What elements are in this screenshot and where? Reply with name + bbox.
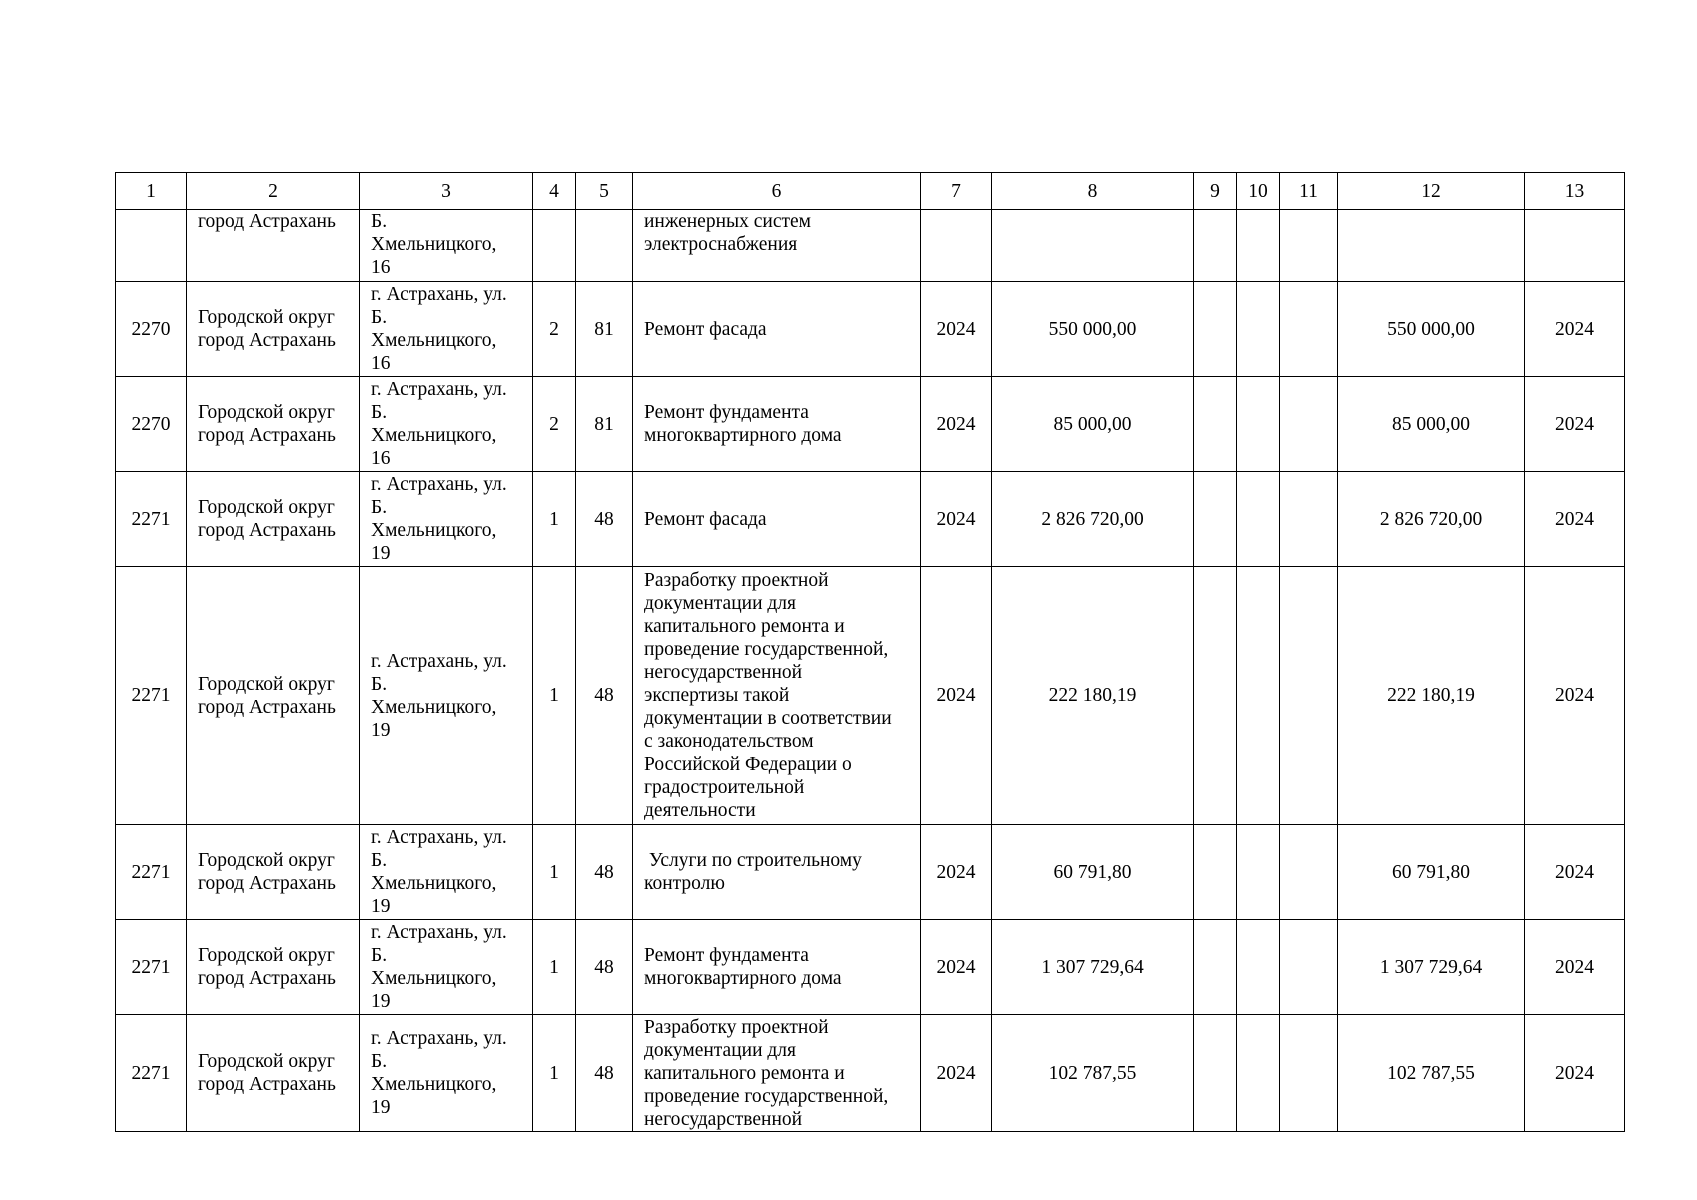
- work-type-line: с законодательством: [644, 731, 814, 752]
- row-number-cell: 2270: [116, 377, 187, 472]
- work-type-cell: [633, 920, 921, 1015]
- address-line: Б.: [371, 1051, 388, 1072]
- col11-cell: [1280, 472, 1338, 567]
- year-cell: 2024: [921, 282, 992, 377]
- year-cell: [921, 210, 992, 282]
- col10-cell: [1237, 1015, 1280, 1132]
- column-header: 1: [116, 173, 187, 210]
- address-cell: [360, 377, 533, 472]
- year-cell: 2024: [921, 567, 992, 825]
- col5-cell: 48: [576, 825, 633, 920]
- address-line: 16: [371, 257, 391, 278]
- col4-cell: 1: [533, 825, 576, 920]
- municipality-line: город Астрахань: [198, 968, 336, 989]
- row-number-cell: 2271: [116, 567, 187, 825]
- municipality-line: Городской округ: [198, 850, 335, 871]
- header-row: [116, 173, 1625, 210]
- col5-cell: 48: [576, 1015, 633, 1132]
- municipality-cell: [187, 377, 360, 472]
- col5-cell: 48: [576, 472, 633, 567]
- year-end-cell: 2024: [1525, 472, 1625, 567]
- col10-cell: [1237, 567, 1280, 825]
- work-type-line: градостроительной: [644, 777, 805, 798]
- row-number-cell: 2271: [116, 1015, 187, 1132]
- address-cell: [360, 282, 533, 377]
- address-cell: [360, 825, 533, 920]
- row-number-cell: 2271: [116, 825, 187, 920]
- table-row: [116, 377, 1625, 472]
- col5-cell: 81: [576, 282, 633, 377]
- col4-cell: 1: [533, 1015, 576, 1132]
- work-type-line: многоквартирного дома: [644, 968, 842, 989]
- table-row: [116, 825, 1625, 920]
- col5-cell: 48: [576, 920, 633, 1015]
- row-number-cell: [116, 210, 187, 282]
- municipality-cell: город Астрахань: [187, 210, 360, 282]
- cost-cell: 2 826 720,00: [992, 472, 1194, 567]
- amount-cell: [1338, 210, 1525, 282]
- cost-cell: 1 307 729,64: [992, 920, 1194, 1015]
- work-type-line: документации для: [644, 593, 797, 614]
- address-line: Хмельницкого,: [371, 1074, 497, 1095]
- year-end-cell: 2024: [1525, 377, 1625, 472]
- address-line: Б.: [371, 673, 388, 695]
- address-line: г. Астрахань, ул.: [371, 284, 507, 305]
- column-header: 10: [1237, 173, 1280, 210]
- work-type-line: деятельности: [644, 800, 756, 821]
- col11-cell: [1280, 210, 1338, 282]
- work-type-line: негосударственной: [644, 1108, 803, 1130]
- address-line: Хмельницкого,: [371, 873, 497, 894]
- address-line: Хмельницкого,: [371, 968, 497, 989]
- table-row: [116, 282, 1625, 377]
- address-cell: [360, 567, 533, 825]
- year-cell: 2024: [921, 472, 992, 567]
- work-type-line: Разработку проектной: [644, 570, 829, 591]
- work-type-cell: [633, 825, 921, 920]
- work-type-line: электроснабжения: [644, 234, 798, 255]
- column-header: 3: [360, 173, 533, 210]
- work-type-line: инженерных систем: [644, 211, 812, 232]
- col4-cell: [533, 210, 576, 282]
- column-header: 12: [1338, 173, 1525, 210]
- column-header: 4: [533, 173, 576, 210]
- address-line: Б.: [371, 307, 388, 328]
- data-table: [115, 172, 1625, 1132]
- municipality-line: Городской округ: [198, 673, 335, 695]
- cost-cell: [992, 210, 1194, 282]
- work-type-cell: [633, 210, 921, 282]
- address-cell: [360, 920, 533, 1015]
- work-type-line: Ремонт фасада: [644, 508, 767, 530]
- column-header: 13: [1525, 173, 1625, 210]
- year-cell: 2024: [921, 825, 992, 920]
- work-type-line: экспертизы такой: [644, 685, 790, 706]
- municipality-line: город Астрахань: [198, 1074, 336, 1095]
- col11-cell: [1280, 1015, 1338, 1132]
- table-row: [116, 472, 1625, 567]
- row-number-cell: 2271: [116, 472, 187, 567]
- work-type-line: контролю: [644, 873, 725, 894]
- col10-cell: [1237, 377, 1280, 472]
- address-line: 16: [371, 353, 391, 374]
- work-type-line: Российской Федерации о: [644, 754, 852, 775]
- col9-cell: [1194, 282, 1237, 377]
- municipality-line: Городской округ: [198, 1051, 335, 1072]
- address-cell: [360, 210, 533, 282]
- col10-cell: [1237, 825, 1280, 920]
- municipality-cell: [187, 282, 360, 377]
- municipality-line: город Астрахань: [198, 520, 336, 541]
- year-cell: 2024: [921, 377, 992, 472]
- col9-cell: [1194, 825, 1237, 920]
- work-type-cell: [633, 282, 921, 377]
- amount-cell: 85 000,00: [1338, 377, 1525, 472]
- municipality-line: Городской округ: [198, 945, 335, 966]
- address-line: 19: [371, 991, 391, 1012]
- municipality-cell: [187, 472, 360, 567]
- municipality-line: Городской округ: [198, 402, 335, 423]
- cost-cell: 102 787,55: [992, 1015, 1194, 1132]
- year-end-cell: 2024: [1525, 920, 1625, 1015]
- address-line: г. Астрахань, ул.: [371, 922, 507, 943]
- municipality-cell: [187, 825, 360, 920]
- year-end-cell: 2024: [1525, 282, 1625, 377]
- col9-cell: [1194, 1015, 1237, 1132]
- table-row: [116, 567, 1625, 825]
- address-line: г. Астрахань, ул.: [371, 379, 507, 400]
- column-header: 2: [187, 173, 360, 210]
- address-line: 16: [371, 448, 391, 469]
- address-line: Б.: [371, 497, 388, 518]
- row-number-cell: 2271: [116, 920, 187, 1015]
- col9-cell: [1194, 377, 1237, 472]
- work-type-cell: [633, 567, 921, 825]
- address-line: 19: [371, 543, 391, 564]
- work-type-line: проведение государственной,: [644, 639, 889, 660]
- col10-cell: [1237, 210, 1280, 282]
- address-line: 19: [371, 896, 391, 917]
- col11-cell: [1280, 377, 1338, 472]
- col4-cell: 1: [533, 472, 576, 567]
- work-type-line: Ремонт фундамента: [644, 402, 809, 423]
- address-line: г. Астрахань, ул.: [371, 650, 507, 672]
- year-end-cell: 2024: [1525, 825, 1625, 920]
- municipality-cell: [187, 567, 360, 825]
- address-line: Б.: [371, 850, 388, 871]
- address-line: Хмельницкого,: [371, 520, 497, 541]
- address-cell: [360, 1015, 533, 1132]
- col11-cell: [1280, 825, 1338, 920]
- municipality-line: Городской округ: [198, 307, 335, 328]
- address-line: г. Астрахань, ул.: [371, 827, 507, 848]
- col10-cell: [1237, 282, 1280, 377]
- column-header: 6: [633, 173, 921, 210]
- column-header: 11: [1280, 173, 1338, 210]
- year-end-cell: 2024: [1525, 1015, 1625, 1132]
- col4-cell: 1: [533, 920, 576, 1015]
- work-type-line: капитального ремонта и: [644, 616, 845, 637]
- year-cell: 2024: [921, 920, 992, 1015]
- address-line: Б.: [371, 211, 388, 232]
- work-type-cell: [633, 1015, 921, 1132]
- address-line: Хмельницкого,: [371, 330, 497, 351]
- work-type-line: Разработку проектной: [644, 1016, 829, 1038]
- cost-cell: 550 000,00: [992, 282, 1194, 377]
- amount-cell: 550 000,00: [1338, 282, 1525, 377]
- address-line: Хмельницкого,: [371, 234, 497, 255]
- col9-cell: [1194, 472, 1237, 567]
- amount-cell: 222 180,19: [1338, 567, 1525, 825]
- work-type-line: проведение государственной,: [644, 1085, 889, 1107]
- address-line: Хмельницкого,: [371, 696, 497, 718]
- municipality-line: Городской округ: [198, 497, 335, 518]
- work-type-line: Ремонт фундамента: [644, 945, 809, 966]
- col11-cell: [1280, 282, 1338, 377]
- col5-cell: 48: [576, 567, 633, 825]
- col4-cell: 2: [533, 282, 576, 377]
- column-header: 8: [992, 173, 1194, 210]
- amount-cell: 60 791,80: [1338, 825, 1525, 920]
- col10-cell: [1237, 920, 1280, 1015]
- work-type-line: негосударственной: [644, 662, 803, 683]
- municipality-line: город Астрахань: [198, 425, 336, 446]
- col4-cell: 1: [533, 567, 576, 825]
- cost-cell: 85 000,00: [992, 377, 1194, 472]
- address-line: Б.: [371, 402, 388, 423]
- address-line: 19: [371, 1097, 391, 1118]
- year-cell: 2024: [921, 1015, 992, 1132]
- address-line: г. Астрахань, ул.: [371, 1028, 507, 1049]
- column-header: 9: [1194, 173, 1237, 210]
- table-row: [116, 920, 1625, 1015]
- municipality-cell: [187, 920, 360, 1015]
- work-type-cell: [633, 377, 921, 472]
- municipality-line: город Астрахань: [198, 330, 336, 351]
- municipality-cell: [187, 1015, 360, 1132]
- year-end-cell: [1525, 210, 1625, 282]
- amount-cell: 102 787,55: [1338, 1015, 1525, 1132]
- work-type-line: многоквартирного дома: [644, 425, 842, 446]
- cost-cell: 60 791,80: [992, 825, 1194, 920]
- cost-cell: 222 180,19: [992, 567, 1194, 825]
- address-line: Хмельницкого,: [371, 425, 497, 446]
- col11-cell: [1280, 920, 1338, 1015]
- column-header: 7: [921, 173, 992, 210]
- address-line: Б.: [371, 945, 388, 966]
- work-type-line: Ремонт фасада: [644, 318, 767, 340]
- address-line: 19: [371, 719, 391, 741]
- table-row: [116, 210, 1625, 282]
- address-cell: [360, 472, 533, 567]
- col9-cell: [1194, 210, 1237, 282]
- address-line: г. Астрахань, ул.: [371, 474, 507, 495]
- row-number-cell: 2270: [116, 282, 187, 377]
- year-end-cell: 2024: [1525, 567, 1625, 825]
- column-header: 5: [576, 173, 633, 210]
- col5-cell: [576, 210, 633, 282]
- col9-cell: [1194, 567, 1237, 825]
- work-type-line: капитального ремонта и: [644, 1062, 845, 1084]
- work-type-cell: [633, 472, 921, 567]
- col5-cell: 81: [576, 377, 633, 472]
- table-row: [116, 1015, 1625, 1132]
- municipality-line: город Астрахань: [198, 696, 336, 718]
- municipality-line: город Астрахань: [198, 873, 336, 894]
- amount-cell: 2 826 720,00: [1338, 472, 1525, 567]
- col9-cell: [1194, 920, 1237, 1015]
- work-type-line: документации для: [644, 1039, 797, 1061]
- work-type-line: документации в соответствии: [644, 708, 892, 729]
- col4-cell: 2: [533, 377, 576, 472]
- col10-cell: [1237, 472, 1280, 567]
- work-type-line: Услуги по строительному: [644, 850, 862, 871]
- col11-cell: [1280, 567, 1338, 825]
- amount-cell: 1 307 729,64: [1338, 920, 1525, 1015]
